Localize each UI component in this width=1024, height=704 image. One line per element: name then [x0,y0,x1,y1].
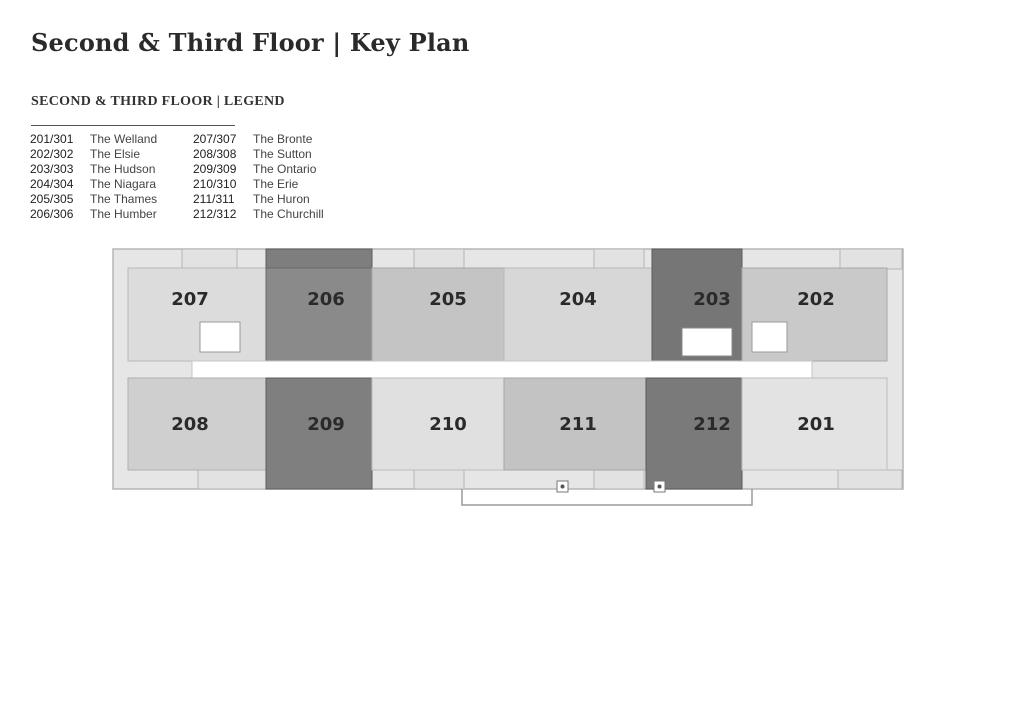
legend-unit-number: 201/301 [30,132,74,146]
legend-unit-number: 208/308 [193,147,237,161]
unit-label: 202 [797,289,835,310]
unit-label: 208 [171,414,209,435]
legend-unit-name: The Ontario [253,162,317,176]
unit-201[interactable] [742,378,887,470]
corridor [192,361,812,378]
unit-204[interactable] [504,268,652,361]
unit-209[interactable] [266,378,372,489]
legend-unit-name: The Bronte [253,132,313,146]
legend-unit-name: The Sutton [253,147,312,161]
legend-unit-number: 210/310 [193,177,237,191]
legend-unit-name: The Welland [90,132,158,146]
legend-unit-number: 206/306 [30,207,74,221]
unit-210[interactable] [372,378,504,470]
column-marker-dot [561,485,565,489]
legend-unit-number: 212/312 [193,207,237,221]
legend-title: SECOND & THIRD FLOOR | LEGEND [31,94,285,109]
unit-207[interactable] [128,268,266,361]
legend-unit-name: The Hudson [90,162,156,176]
legend-unit-name: The Erie [253,177,299,191]
legend-unit-name: The Niagara [90,177,157,191]
legend-unit-number: 209/309 [193,162,237,176]
unit-206[interactable] [266,249,372,361]
unit-label: 201 [797,414,835,435]
unit-label: 204 [559,289,597,310]
unit-211[interactable] [504,378,646,470]
unit-label: 206 [307,289,345,310]
legend-unit-number: 211/311 [193,192,235,206]
page-title: Second & Third Floor | Key Plan [31,28,470,57]
unit-label: 210 [429,414,467,435]
unit-label: 209 [307,414,345,435]
unit-label: 207 [171,289,209,310]
legend-unit-number: 202/302 [30,147,74,161]
unit-label: 205 [429,289,467,310]
legend-unit-number: 204/304 [30,177,74,191]
unit-202[interactable] [742,268,887,361]
unit-212[interactable] [646,378,742,489]
unit-label: 212 [693,414,731,435]
unit-208[interactable] [128,378,266,470]
legend-unit-name: The Thames [90,192,158,206]
legend-unit-number: 207/307 [193,132,237,146]
legend-unit-number: 203/303 [30,162,74,176]
unit-label: 211 [559,414,597,435]
legend-unit-name: The Huron [253,192,310,206]
legend-unit-name: The Churchill [253,207,324,221]
unit-203[interactable] [652,249,742,361]
legend-unit-name: The Elsie [90,147,141,161]
unit-205[interactable] [372,268,504,361]
legend-unit-name: The Humber [90,207,157,221]
legend-unit-number: 205/305 [30,192,74,206]
unit-label: 203 [693,289,731,310]
column-marker-dot [658,485,662,489]
